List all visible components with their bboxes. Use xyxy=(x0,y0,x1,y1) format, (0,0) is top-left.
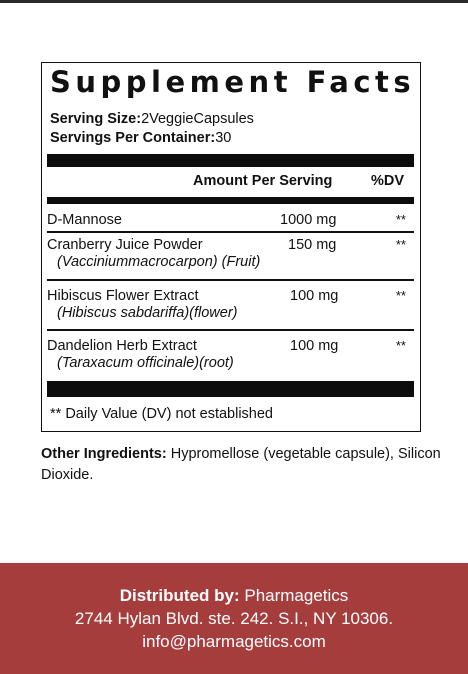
ingredient-amount: 1000 mg xyxy=(280,212,337,228)
header-bar xyxy=(47,154,414,167)
company-name: Pharmagetics xyxy=(239,586,349,605)
ingredient-amount: 100 mg xyxy=(290,338,339,354)
supplement-facts-panel xyxy=(41,62,421,432)
serving-size-label: Serving Size: xyxy=(50,111,142,127)
servings-per-container-label: Servings Per Container: xyxy=(50,130,216,146)
ingredient-dv: ** xyxy=(395,338,406,353)
ingredient-amount: 100 mg xyxy=(290,288,339,304)
serving-size xyxy=(50,111,254,127)
servings-per-container-value: 30 xyxy=(215,130,232,146)
ingredient-dv: ** xyxy=(395,212,406,227)
amount-per-serving-header: Amount Per Serving xyxy=(193,173,333,189)
distributor-address: 2744 Hylan Blvd. ste. 242. S.I., NY 10306. xyxy=(74,609,394,628)
daily-value-footnote: ** Daily Value (DV) not established xyxy=(50,406,273,422)
serving-size-value: 2VeggieCapsules xyxy=(141,111,254,127)
ingredient-name: Hibiscus Flower Extract xyxy=(47,288,199,304)
other-ingredients xyxy=(41,444,441,486)
footer-bar xyxy=(47,381,414,397)
distributed-by-line xyxy=(0,584,468,607)
distributed-by-label: Distributed by: xyxy=(119,586,240,605)
other-ingredients-label: Other Ingredients: xyxy=(41,446,167,462)
row-divider xyxy=(47,231,414,233)
ingredient-name: Dandelion Herb Extract xyxy=(47,338,197,354)
panel-title: Supplement Facts xyxy=(50,65,416,99)
ingredient-amount: 150 mg xyxy=(288,237,337,253)
top-divider xyxy=(0,0,468,3)
ingredient-latin-name: (Taraxacum officinale)(root) xyxy=(57,355,234,371)
servings-per-container xyxy=(50,130,231,146)
ingredient-latin-name: (Vacciniummacrocarpon) (Fruit) xyxy=(57,254,261,270)
header-underline-bar xyxy=(47,197,414,204)
ingredient-dv: ** xyxy=(395,237,406,252)
ingredient-dv: ** xyxy=(395,288,406,303)
dv-header: %DV xyxy=(371,173,405,189)
ingredient-name: Cranberry Juice Powder xyxy=(47,237,203,253)
ingredient-latin-name: (Hibiscus sabdariffa)(flower) xyxy=(57,305,238,321)
distributor-email: info@pharmagetics.com xyxy=(142,632,326,651)
row-divider xyxy=(47,329,414,331)
ingredient-name: D-Mannose xyxy=(47,212,122,228)
other-ingredients-text: Hypromellose (vegetable capsule), Silicon Dioxide. xyxy=(41,446,441,483)
row-divider xyxy=(47,279,414,281)
distributor-footer xyxy=(0,563,468,674)
